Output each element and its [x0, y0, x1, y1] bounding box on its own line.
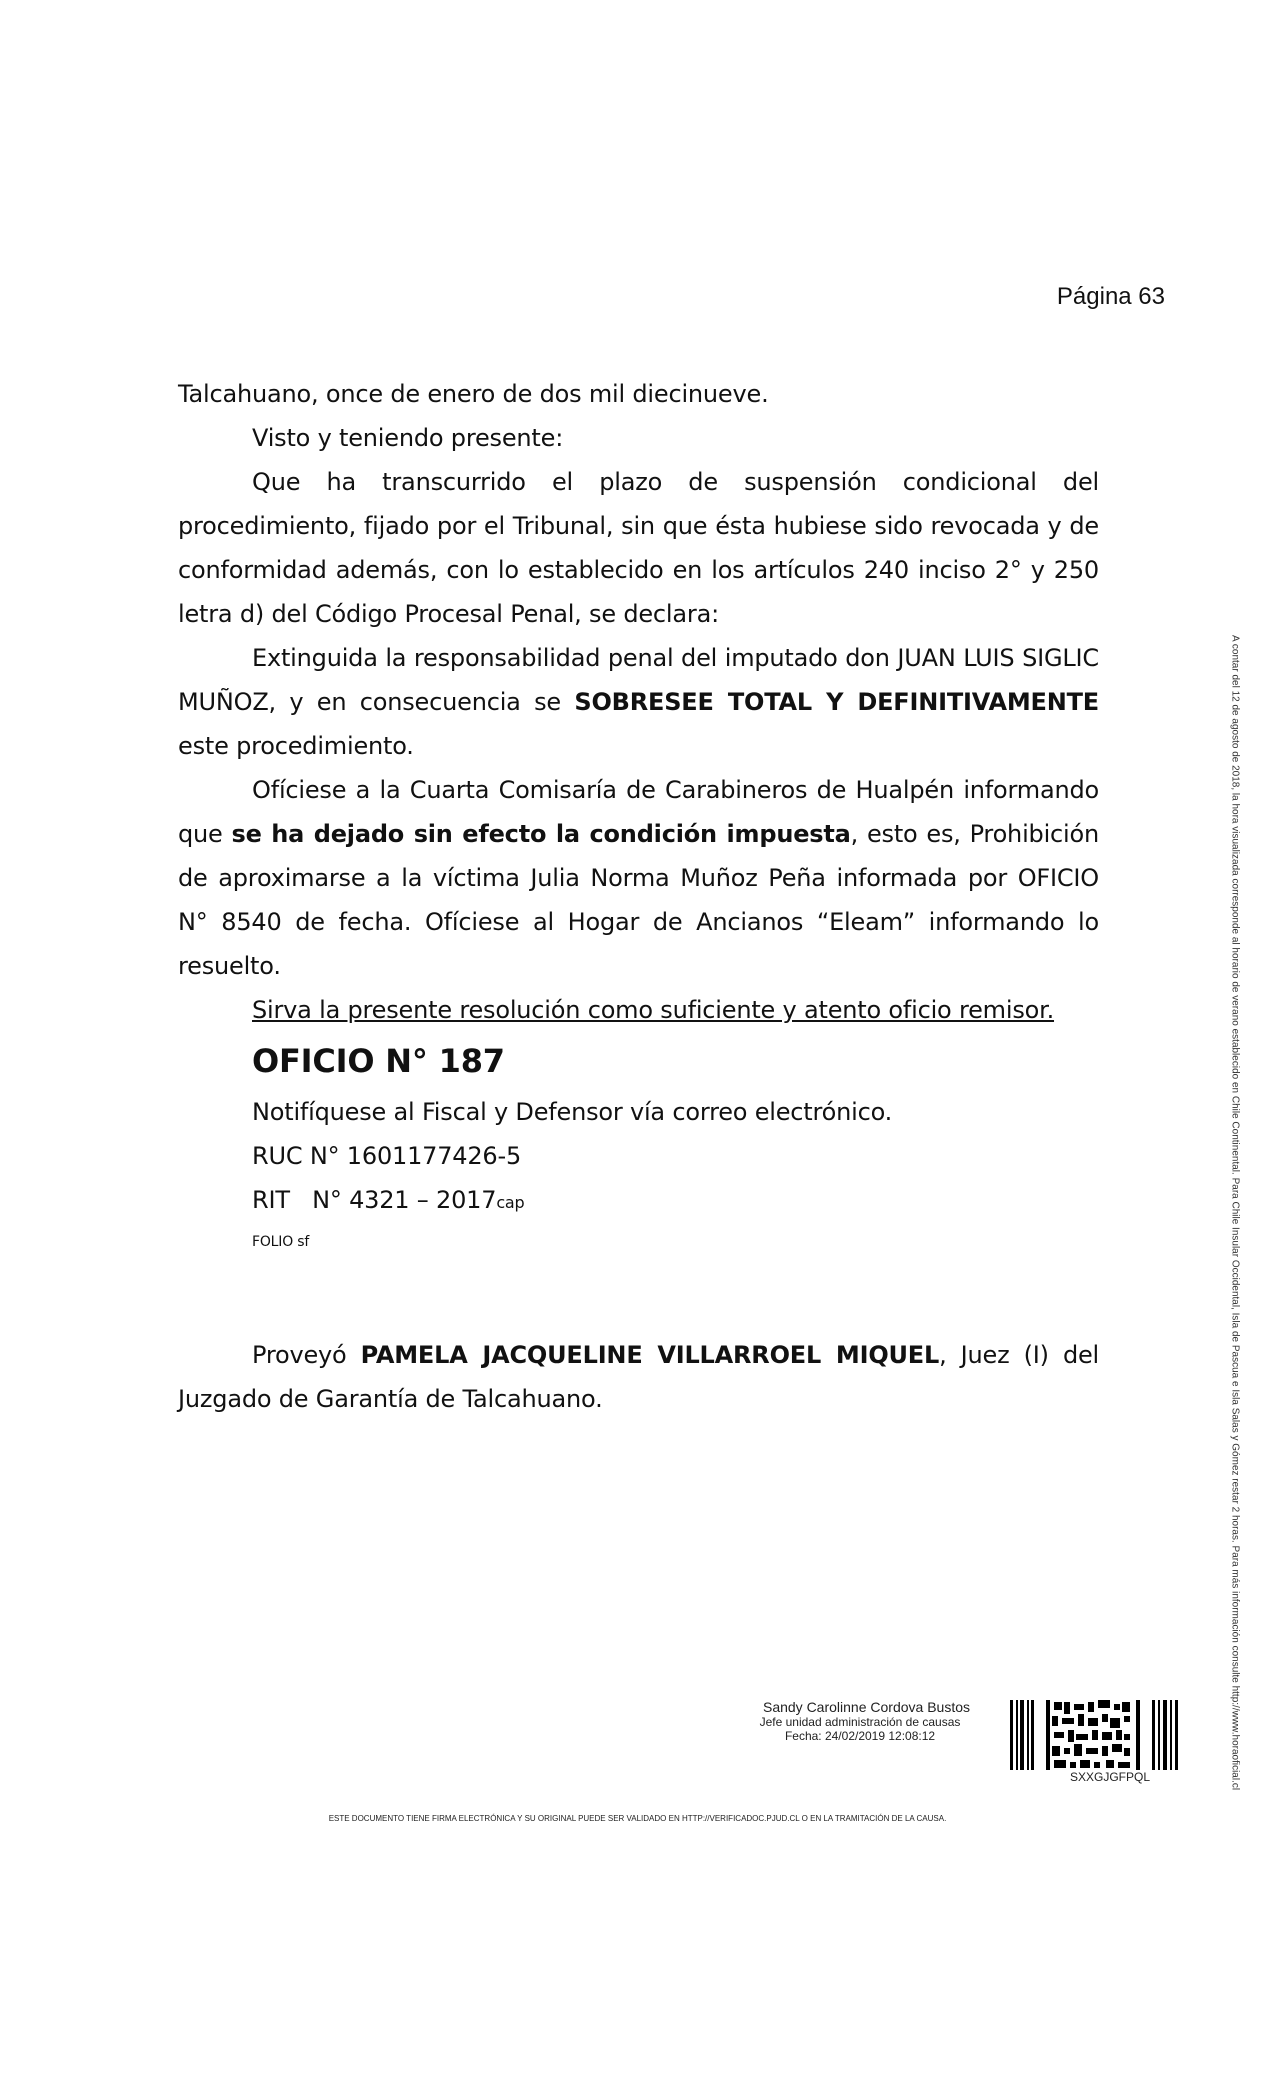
- ruc-line: RUC N° 1601177426-5: [252, 1142, 522, 1170]
- opening-line: Talcahuano, once de enero de dos mil diecinueve.: [178, 380, 769, 408]
- signer-name: Sandy Carolinne Cordova Bustos: [762, 1699, 970, 1715]
- electronic-signature: [620, 1700, 970, 1743]
- paragraph-oficiese: [178, 768, 1099, 988]
- signature-date: Fecha: 24/02/2019 12:08:12: [784, 1729, 936, 1743]
- sobreseimiento-emphasis: SOBRESEE TOTAL Y DEFINITIVAMENTE: [574, 688, 1100, 716]
- closing-block: [178, 988, 1099, 1259]
- paragraph-sobreseimiento-text-a: Extinguida la responsabilidad penal del imputado don JUAN LUIS SIGLIC MUÑOZ, y en consecuencia se: [178, 644, 1099, 716]
- barcode-icon: [1010, 1700, 1210, 1770]
- signer-role: Jefe unidad administración de causas: [759, 1715, 961, 1729]
- proveyo-text-b: , Juez (I) del Juzgado de Garantía de Talcahuano.: [178, 1341, 1100, 1413]
- paragraph-oficiese-text-b: , esto es, Prohibición de aproximarse a la víctima Julia Norma Muñoz Peña informada por OFICIO N° 8540 de fecha. Ofíciese al Hogar de Ancianos “Eleam” informando lo resuelto.: [178, 820, 1099, 980]
- page-number: Página 63: [1056, 283, 1165, 310]
- paragraph-oficiese-text-a: Ofíciese a la Cuarta Comisaría de Carabineros de Hualpén informando que: [178, 776, 1099, 848]
- judge-name: PAMELA JACQUELINE VILLARROEL MIQUEL: [360, 1341, 940, 1369]
- paragraph-sobreseimiento-text-b: este procedimiento.: [178, 732, 414, 760]
- oficio-number: OFICIO N° 187: [252, 1042, 505, 1080]
- footer-validation-note: ESTE DOCUMENTO TIENE FIRMA ELECTRÓNICA Y SU ORIGINAL PUEDE SER VALIDADO EN HTTP://VERIFICADOC.PJUD.CL O EN LA TRAMITACIÓN DE LA CAUSA.: [328, 1814, 947, 1823]
- rit-text: RIT N° 4321 – 2017: [252, 1186, 497, 1214]
- proveyo-text-a: Proveyó: [252, 1341, 361, 1369]
- paragraph-sobreseimiento: [178, 636, 1099, 768]
- oficio-remisor-line: Sirva la presente resolución como suficiente y atento oficio remisor.: [252, 996, 1055, 1024]
- visto-line: Visto y teniendo presente:: [252, 424, 564, 452]
- notify-line: Notifíquese al Fiscal y Defensor vía correo electrónico.: [252, 1098, 893, 1126]
- verification-code-label: SXXGJGFPQL: [1069, 1770, 1151, 1784]
- document-body: [178, 372, 1099, 1259]
- judge-block: [178, 1333, 1099, 1421]
- folio-line: FOLIO sf: [252, 1234, 310, 1250]
- rit-suffix: cap: [496, 1193, 525, 1212]
- vertical-time-note: A contar del 12 de agosto de 2018, la hora visualizada corresponde al horario de verano establecido en Chile Continental. Para Chile Insular Occidental, Isla de Pascua e Isla Salas y Gómez restar 2 horas. Para más información consulte http://www.horaoficial.cl: [1229, 635, 1241, 1791]
- rit-line: [252, 1178, 1099, 1225]
- proveyo-line: [178, 1333, 1099, 1421]
- paragraph-considerando: Que ha transcurrido el plazo de suspensión condicional del procedimiento, fijado por el Tribunal, sin que ésta hubiese sido revocada y de conformidad además, con lo establecido en los artículos 240 inciso 2° y 250 letra d) del Código Procesal Penal, se declara:: [178, 468, 1099, 628]
- condicion-emphasis: se ha dejado sin efecto la condición impuesta: [231, 820, 851, 848]
